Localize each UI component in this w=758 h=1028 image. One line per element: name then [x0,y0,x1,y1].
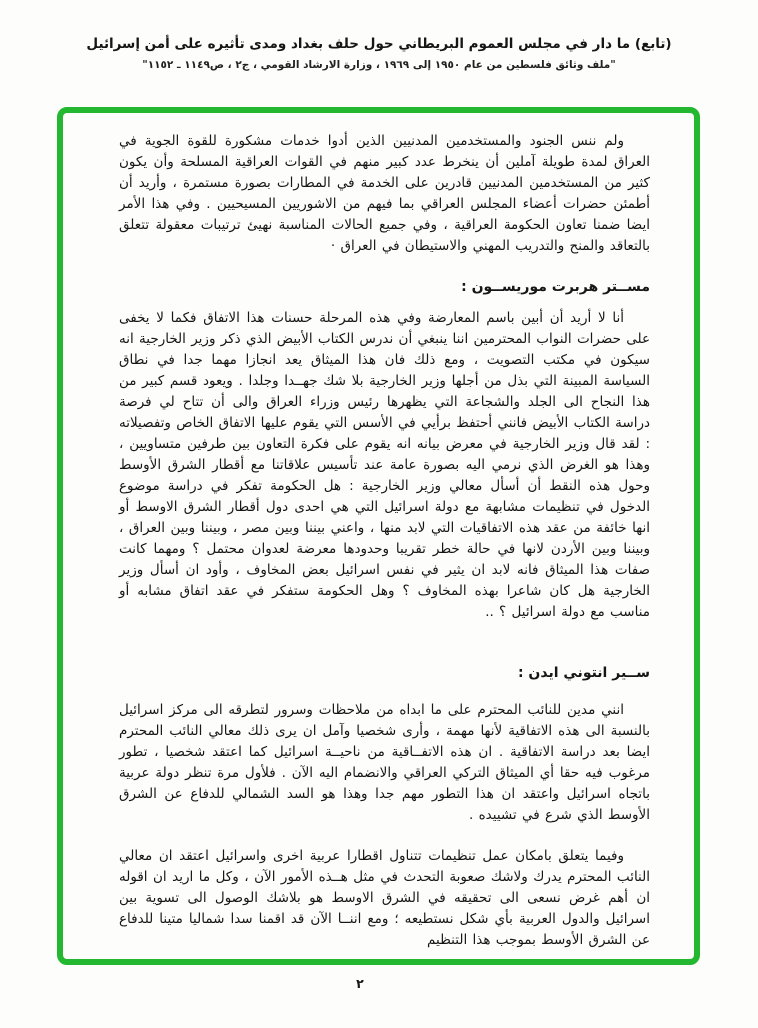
morrison-speech-paragraph: أنا لا أريد أن أبين باسم المعارضة وفي هذه المرحلة حسنات هذا الاتفاق فكما لا يخفى على حضرات النواب المحترمين اننا ينبغي أن ندرس الكتاب الأبيض الذي ذكر وزير الخارجية انه سيكون في مكتب التصويت ، ومع ذلك فان هذا الميثاق يعد انجازا مهما جدا في نطاق السياسة المبينة التي بذل من أجلها وزير الخارجية بلا شك جهــدا وجلدا . ويعود قسم كبير من هذا النجاح الى الجلد والشجاعة التي يظهرها رئيس وزراء العراق والى أن تتاح لي فرصة دراسة الكتاب الأبيض فانني أحتفظ برأيي في الأسس التي يقوم عليها الاتفاق الخاص وتفصيلاته : لقد قال وزير الخارجية في معرض بيانه انه يقوم على فكرة التعاون بين طرفين متساويين ، وهذا هو الغرض الذي نرمي اليه بصورة عامة عند تأسيس علاقاتنا مع أقطار الشرق الأوسط وحول هذه النقط أن أسأل معالي وزير الخارجية : هل الحكومة تفكر في دراسة موضوع الدخول في تنظيمات مشابهة مع دولة اسرائيل التي هي احدى دول أقطار الشرق الاوسط أو انها خائفة من عقد هذه الاتفاقيات التي لابد منها ، واعني بيننا وبين مصر ، وبيننا وبين العراق ، وبيننا وبين الأردن لانها في حالة خطر تقريبا وحدودها معرضة لعدوان محتمل ؟ ومهما كانت صفات هذا الميثاق فانه لابد ان يثير في نفس اسرائيل بعض المخاوف ، وأود ان أسأل وزير الخارجية هل كان شاعرا بهذه المخاوف ؟ وهل الحكومة ستفكر في عقد اتفاق مشابه أو مناسب مع دولة اسرائيل ؟ .. [119,310,650,620]
intro-paragraph: ولم ننس الجنود والمستخدمين المدنيين الذين أدوا خدمات مشكورة للقوة الجوية في العراق لمدة طويلة آملين أن ينخرط عدد كبير منهم في القوات العراقية المسلحة وأن يكون كثير من المستخدمين المدنيين قادرين على الخدمة في المطارات بصورة مستمرة ، وأريد أن أطمئن حضرات أعضاء المجلس العراقي بما فيهم من الاشوريين المسيحيين . وفي هذا الأمر ايضا ضمنا تعاون الحكومة العراقية ، وفي جميع الحالات المناسبة نهيئ ترتيبات معقولة تتعلق بالتعاقد والمنح والتدريب المهني والاستيطان في العراق · [119,133,650,254]
eden-speech-paragraph-1: انني مدين للنائب المحترم على ما ابداه من ملاحظات وسرور لتطرقه الى مركز اسرائيل بالنسبة الى هذه الاتفاقية لأنها مهمة ، وأرى شخصيا وآمل ان يرى ذلك معالي النائب المحترم ايضا بعد دراسة الاتفاقية . ان هذه الاتفــاقية من ناحيــة اسرائيل كما اعتقد شخصيا ، تطور مرغوب فيه حقا أي الميثاق التركي العراقي والانضمام اليه الآن . فلأول مرة تنظر دولة عربية باتجاه اسرائيل واعتقد ان هذا التطور مهم جدا وهذا هو السد الشمالي للدفاع عن الشرق الأوسط الذي شرع في تشييده . [119,702,650,823]
highlight-frame [57,107,700,965]
document-header [0,36,758,71]
speaker-heading-eden: ســير انتوني ايدن : [517,665,650,681]
document-source-line: "ملف وثائق فلسطين من عام ١٩٥٠ إلى ١٩٦٩ ، وزارة الارشاد القومي ، ج٢ ، ص١١٤٩ ـ ١١٥٢" [142,59,616,71]
speaker-heading-morrison: مســتر هربرت موريســون : [461,279,650,295]
page-number: ٢ [356,976,364,991]
eden-speech-paragraph-2: وفيما يتعلق بامكان عمل تنظيمات تتناول اقطارا عربية اخرى واسرائيل اعتقد ان معالي النائب المحترم يدرك ولاشك صعوبة التحدث في مثل هــذه الأمور الآن ، وكل ما اريد ان اقوله ان أهم غرض نسعى الى تحقيقه في الشرق الاوسط هو بلاشك الوصول الى تسوية بين اسرائيل والدول العربية بأي شكل نستطيعه ؛ ومع اننــا الآن قد اقمنا سدا شماليا متينا للدفاع عن الشرق الأوسط بموجب هذا التنظيم [119,848,650,948]
document-title: (تابع) ما دار في مجلس العموم البريطاني حول حلف بغداد ومدى تأثيره على أمن إسرائيل [86,36,672,52]
